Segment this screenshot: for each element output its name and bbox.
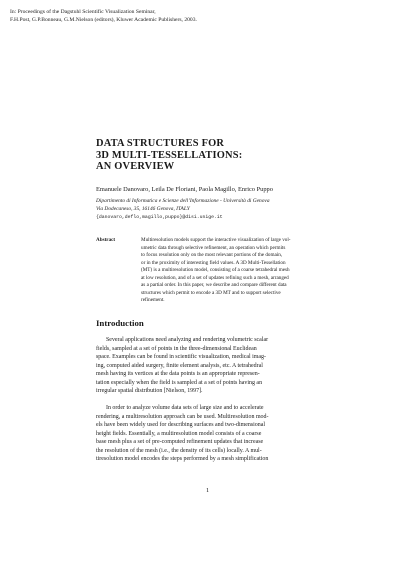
affiliation (96, 197, 356, 222)
affiliation-dept: Dipartimento di Informatica e Scienze dell’Informazione - Università di Genova (96, 198, 270, 204)
publication-header (10, 8, 390, 24)
paragraph-line: tation especially when the field is sampled at a set of points having an (96, 379, 263, 386)
abstract-line: refinement. (141, 297, 165, 304)
page-number: 1 (206, 487, 210, 494)
paragraph-line: Several applications need analyzing and rendering volumetric scalar (106, 337, 269, 343)
paragraph-line: mesh having its vertices at the data points is an appropriate represen- (96, 371, 260, 377)
paragraph-line: the resolution of the mesh (i.e., the density of its cells) locally. A mul- (96, 447, 262, 454)
body-paragraph (96, 336, 314, 396)
abstract-text (141, 237, 325, 305)
abstract-line: structures which permit to encode a 3D MT and to support selective (141, 289, 281, 296)
section-heading: Introduction (96, 318, 144, 328)
header-line: F.H.Post, G.P.Bonneau, G.M.Nielson (editors), Kluwer Academic Publishers, 2003. (10, 17, 197, 23)
abstract-line: to focus resolution only on the most relevant portions of the domain, (141, 252, 283, 259)
paragraph-line: ing, computed aided surgery, finite element analysis, etc. A tetrahedral (96, 362, 263, 369)
abstract-line: (MT) is a multiresolution model, consisting of a coarse tetrahedral mesh (141, 267, 290, 274)
affiliation-address: Via Dodecaneso, 35, 16146 Genova, ITALY (96, 206, 190, 213)
authors: Emanuele Danovaro, Leila De Floriani, Paola Magillo, Enrico Puppo (96, 186, 273, 193)
paragraph-line: els have been widely used for describing surfaces and two-dimensional (96, 422, 266, 428)
paragraph-line: fields, sampled at a set of points in the three-dimensional Euclidean (96, 345, 257, 352)
paragraph-line: In order to analyze volume data sets of large size and to accelerate (106, 405, 264, 411)
abstract-line: umetric data through selective refinement, an operation which permits (141, 244, 286, 251)
abstract-line: Multiresolution models support the interactive visualization of large vol- (141, 237, 291, 243)
paper-title (96, 138, 356, 173)
body-paragraph (96, 404, 314, 464)
title-line: DATA STRUCTURES FOR (96, 138, 225, 149)
affiliation-email: {danovaro,deflo,magillo,puppo}@disi.unige.it (96, 214, 223, 220)
abstract-line: as a partial order. In this paper, we describe and compare different data (141, 282, 287, 289)
paragraph-line: height fields. Essentially, a multiresolution model consists of a coarse (96, 430, 262, 437)
paragraph-line: tiresolution model encodes the steps performed by a mesh simplification (96, 456, 269, 462)
header-line: In: Proceedings of the Dagstuhl Scientific Visualization Seminar, (10, 9, 156, 15)
abstract-line: at low resolution, and of a set of updates refining such a mesh, arranged (141, 274, 289, 281)
abstract-label: Abstract (96, 237, 116, 243)
title-line: AN OVERVIEW (96, 161, 175, 172)
paragraph-line: base mesh plus a set of pre-computed refinement updates that increase (96, 439, 264, 445)
title-line: 3D MULTI-TESSELLATIONS: (96, 149, 243, 161)
paragraph-line: irregular spatial distribution [Nielson, 1997]. (96, 388, 203, 394)
paragraph-line: space. Examples can be found in scientific visualization, medical imag- (96, 354, 266, 360)
paragraph-line: rendering, a multiresolution approach can be used. Multiresolution mod- (96, 413, 269, 420)
abstract-line: or in the proximity of interesting field values. A 3D Multi-Tessellation (141, 259, 286, 266)
